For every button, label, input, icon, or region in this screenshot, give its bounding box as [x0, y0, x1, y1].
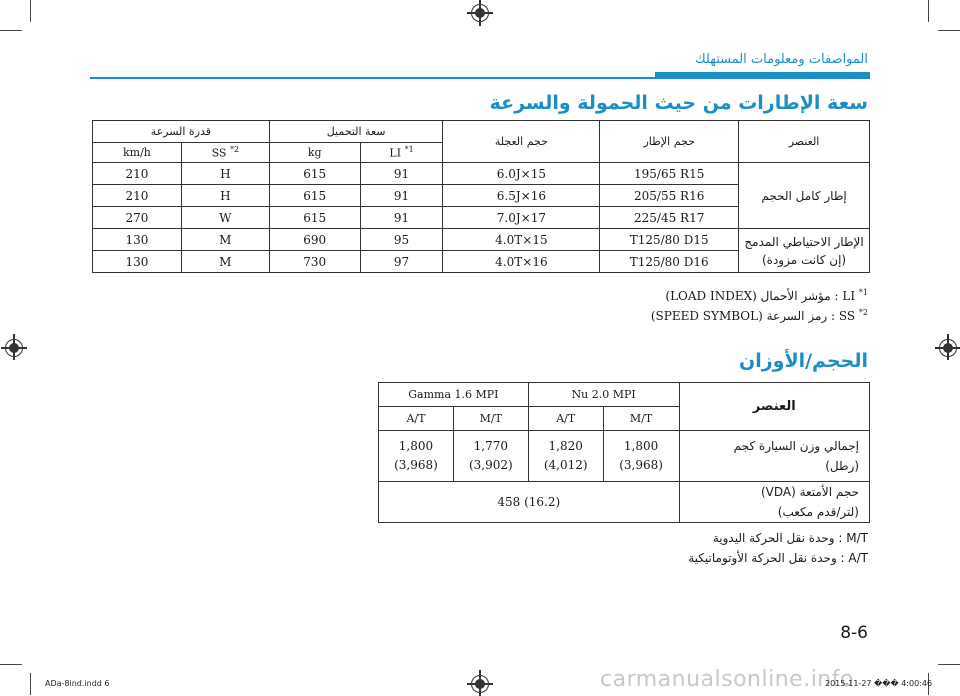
- subheader-mt: M/T: [453, 407, 528, 431]
- crop-mark: [30, 673, 31, 695]
- note-mt: M/T : وحدة نقل الحركة اليدوية: [712, 531, 868, 545]
- registration-mark-icon: [479, 0, 481, 26]
- table-row: [379, 482, 870, 523]
- registration-mark-icon: [13, 334, 15, 360]
- header-speed-capacity: قدرة السرعة: [93, 121, 270, 143]
- registration-mark-icon: [479, 670, 481, 696]
- header-wheel-size: حجم العجلة: [443, 121, 600, 163]
- print-file-info: ADa-8ind.indd 6: [45, 679, 110, 688]
- crop-mark: [938, 30, 960, 31]
- group-full-size: إطار كامل الحجم: [739, 163, 870, 229]
- subheader-ss: SS $^{*2}$: [181, 143, 269, 163]
- print-date-info: 2015-11-27 ��� 4:00:46: [825, 679, 933, 688]
- table-row: 130 M 690 95 4.0T×15 T125/80 D15 الإطار الاحتياطي المدمج (إن كانت مزودة): [93, 229, 870, 251]
- crop-mark: [0, 30, 22, 31]
- table-row: 1,800 (3,968) 1,770 (3,902) 1,820 (4,012) 1,800 (3,968) إجمالي وزن السيارة كجم (رطل): [379, 431, 870, 482]
- subheader-li: LI $^{*1}$: [360, 143, 443, 163]
- subheader-kmh: km/h: [93, 143, 182, 163]
- table-row: 130 M 730 97 4.0T×16 T125/80 D16: [93, 251, 870, 273]
- footnote-load-index: (LOAD INDEX) مؤشر الأحمال : LI $^{*1}$: [665, 288, 868, 303]
- subheader-at: A/T: [379, 407, 454, 431]
- row-label-gross-weight: إجمالي وزن السيارة كجم (رطل): [679, 431, 870, 482]
- header-element: العنصر: [739, 121, 870, 163]
- registration-mark-icon: [947, 334, 949, 360]
- section-title-volume-weight: الحجم/الأوزان: [738, 350, 868, 372]
- group-compact-spare: الإطار الاحتياطي المدمج (إن كانت مزودة): [739, 229, 870, 273]
- tire-capacity-table: [92, 120, 870, 273]
- subheader-at: A/T: [528, 407, 603, 431]
- watermark: carmanualsonline.info: [600, 667, 854, 692]
- section-title-tire-capacity: سعة الإطارات من حيث الحمولة والسرعة: [489, 92, 868, 114]
- table-row: 270 W 615 91 7.0J×17 225/45 R17: [93, 207, 870, 229]
- crop-mark: [928, 0, 929, 22]
- header-element: العنصر: [679, 383, 870, 431]
- note-at: A/T : وحدة نقل الحركة الأوتوماتيكية: [688, 551, 868, 565]
- weight-volume-table: [378, 382, 870, 523]
- subheader-mt: M/T: [603, 407, 679, 431]
- page-number: 8-6: [840, 623, 868, 643]
- table-row: 210 H 615 91 6.5J×16 205/55 R16: [93, 185, 870, 207]
- footnote-speed-symbol: (SPEED SYMBOL) رمز السرعة : SS $^{*2}$: [650, 308, 868, 323]
- luggage-volume-value: 458 (16.2): [379, 482, 680, 523]
- header-engine-nu: Nu 2.0 MPI: [528, 383, 679, 407]
- crop-mark: [938, 664, 960, 665]
- crop-mark: [30, 0, 31, 22]
- header-load-capacity: سعة التحميل: [269, 121, 443, 143]
- header-accent-bar: [655, 72, 870, 79]
- subheader-kg: kg: [269, 143, 360, 163]
- header-engine-gamma: Gamma 1.6 MPI: [379, 383, 529, 407]
- header-tire-size: حجم الإطار: [600, 121, 739, 163]
- chapter-title: المواصفات ومعلومات المستهلك: [694, 52, 868, 67]
- crop-mark: [0, 664, 22, 665]
- row-label-luggage-volume: حجم الأمتعة (VDA) (لتر/قدم مكعب): [679, 482, 870, 523]
- table-row: 210 H 615 91 6.0J×15 195/65 R15 إطار كامل الحجم: [93, 163, 870, 185]
